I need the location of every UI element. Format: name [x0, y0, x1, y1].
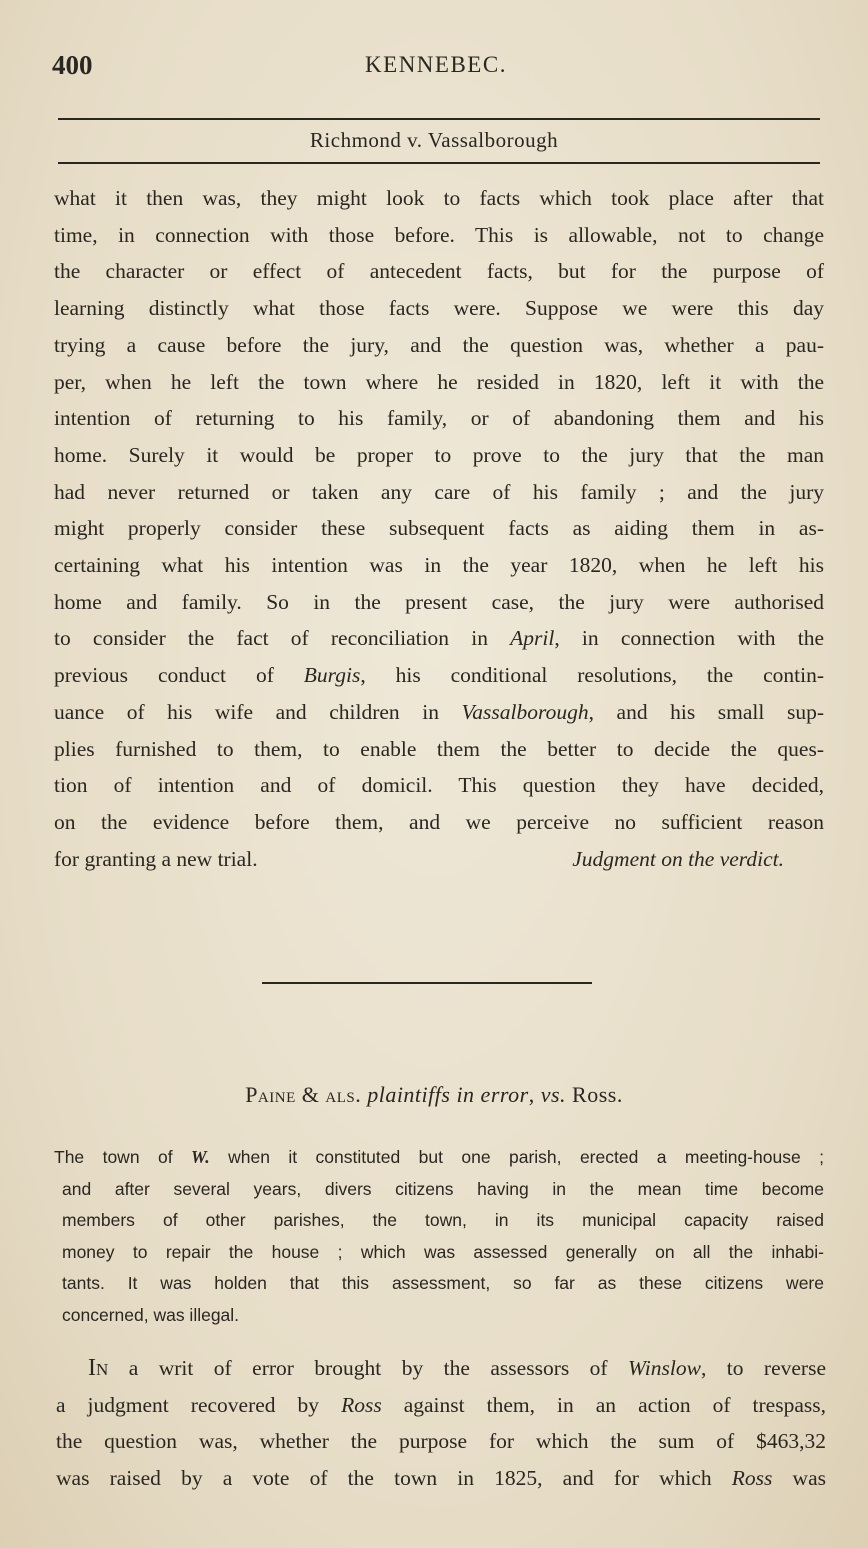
- text-segment: The town of: [54, 1147, 192, 1167]
- headnote-line: money to repair the house ; which was assessed generally on all the inhabi-: [62, 1241, 824, 1262]
- text-segment: for granting a new trial.: [54, 846, 258, 871]
- italic-name: Burgis: [303, 663, 361, 688]
- italic-name: Vassalborough: [461, 699, 589, 724]
- headnote-line: and after several years, divers citizens having in the mean time become: [62, 1178, 824, 1199]
- text-line: [56, 1350, 826, 1387]
- text-line: per, when he left the town where he resided in 1820, left it with the: [54, 369, 824, 394]
- text-segment: a writ of error brought by the assessors of: [108, 1356, 629, 1380]
- page-header: [52, 50, 820, 90]
- text-segment: , his conditional resolutions, the contin-: [360, 663, 824, 688]
- running-head: KENNEBEC.: [365, 52, 507, 77]
- text-segment: , to reverse: [700, 1356, 827, 1380]
- text-line: home and family. So in the present case, the jury were authorised: [54, 589, 824, 614]
- italic-name: Ross: [731, 1465, 773, 1490]
- case-title-sep: ,: [528, 1082, 541, 1107]
- headnote: [54, 1142, 824, 1332]
- text-line: [56, 1387, 826, 1424]
- text-line: tion of intention and of domicil. This question they have decided,: [54, 773, 824, 798]
- opening-text: [56, 1350, 826, 1496]
- text-segment: was raised by a vote of the town in 1825, and for which: [56, 1465, 732, 1490]
- text-line: time, in connection with those before. This is allowable, not to change: [54, 222, 824, 247]
- text-segment: , and his small sup-: [588, 699, 824, 724]
- text-segment: to consider the fact of reconciliation in: [54, 626, 511, 651]
- header-rule-bottom: [58, 162, 820, 164]
- case-title-defendant: Ross.: [566, 1082, 623, 1107]
- text-line: trying a cause before the jury, and the question was, whether a pau-: [54, 332, 824, 357]
- section-separator: [262, 982, 592, 984]
- text-segment: In: [88, 1355, 109, 1381]
- judgment-line: Judgment on the verdict.: [572, 846, 784, 871]
- headnote-line: tants. It was holden that this assessment, so far as these citizens were: [62, 1273, 824, 1294]
- text-segment: when it constituted but one parish, erected a meeting-house ;: [209, 1147, 824, 1167]
- headnote-line: members of other parishes, the town, in its municipal capacity raised: [62, 1210, 824, 1231]
- case-title: [0, 1082, 868, 1108]
- case-title-role: plaintiffs in error: [367, 1082, 529, 1107]
- text-line: [56, 1460, 826, 1497]
- text-line: the question was, whether the purpose for which the sum of $463,32: [56, 1429, 826, 1453]
- text-segment: a judgment recovered by: [56, 1392, 342, 1417]
- text-line: [54, 657, 824, 694]
- headnote-line: [54, 1142, 824, 1174]
- text-segment: was: [772, 1465, 826, 1490]
- text-line: the character or effect of antecedent facts, but for the purpose of: [54, 259, 824, 284]
- text-line: home. Surely it would be proper to prove to the jury that the man: [54, 442, 824, 467]
- page-number: 400: [52, 50, 93, 80]
- text-line: certaining what his intention was in the year 1820, when he left his: [54, 553, 824, 578]
- text-line: what it then was, they might look to facts which took place after that: [54, 186, 824, 210]
- case-title-vs: vs.: [540, 1082, 567, 1107]
- text-line: [54, 620, 824, 657]
- text-segment: uance of his wife and children in: [54, 699, 462, 724]
- italic-name: April: [510, 626, 555, 651]
- text-line: intention of returning to his family, or of abandoning them and his: [54, 406, 824, 431]
- text-line: had never returned or taken any care of his family ; and the jury: [54, 479, 824, 504]
- headnote-line: concerned, was illegal.: [62, 1304, 240, 1325]
- italic-name: Ross: [341, 1392, 382, 1417]
- text-line: [54, 694, 824, 731]
- text-segment: previous conduct of: [54, 663, 304, 688]
- text-line: on the evidence before them, and we perceive no sufficient reason: [54, 809, 824, 834]
- opinion-text: [54, 180, 824, 877]
- text-segment: against them, in an action of trespass,: [381, 1392, 826, 1417]
- italic-name: W.: [191, 1147, 210, 1167]
- text-line: plies furnished to them, to enable them the better to decide the ques-: [54, 736, 824, 761]
- header-rule-top: [58, 118, 820, 120]
- case-caption: Richmond v. Vassalborough: [309, 128, 559, 152]
- text-segment: , in connection with the: [554, 626, 824, 651]
- case-title-parties: Paine & als.: [245, 1082, 368, 1107]
- text-line: might properly consider these subsequent facts as aiding them in as-: [54, 516, 824, 541]
- text-line: learning distinctly what those facts were. Suppose we were this day: [54, 296, 824, 321]
- italic-name: Winslow: [628, 1356, 701, 1380]
- text-line: [54, 841, 824, 878]
